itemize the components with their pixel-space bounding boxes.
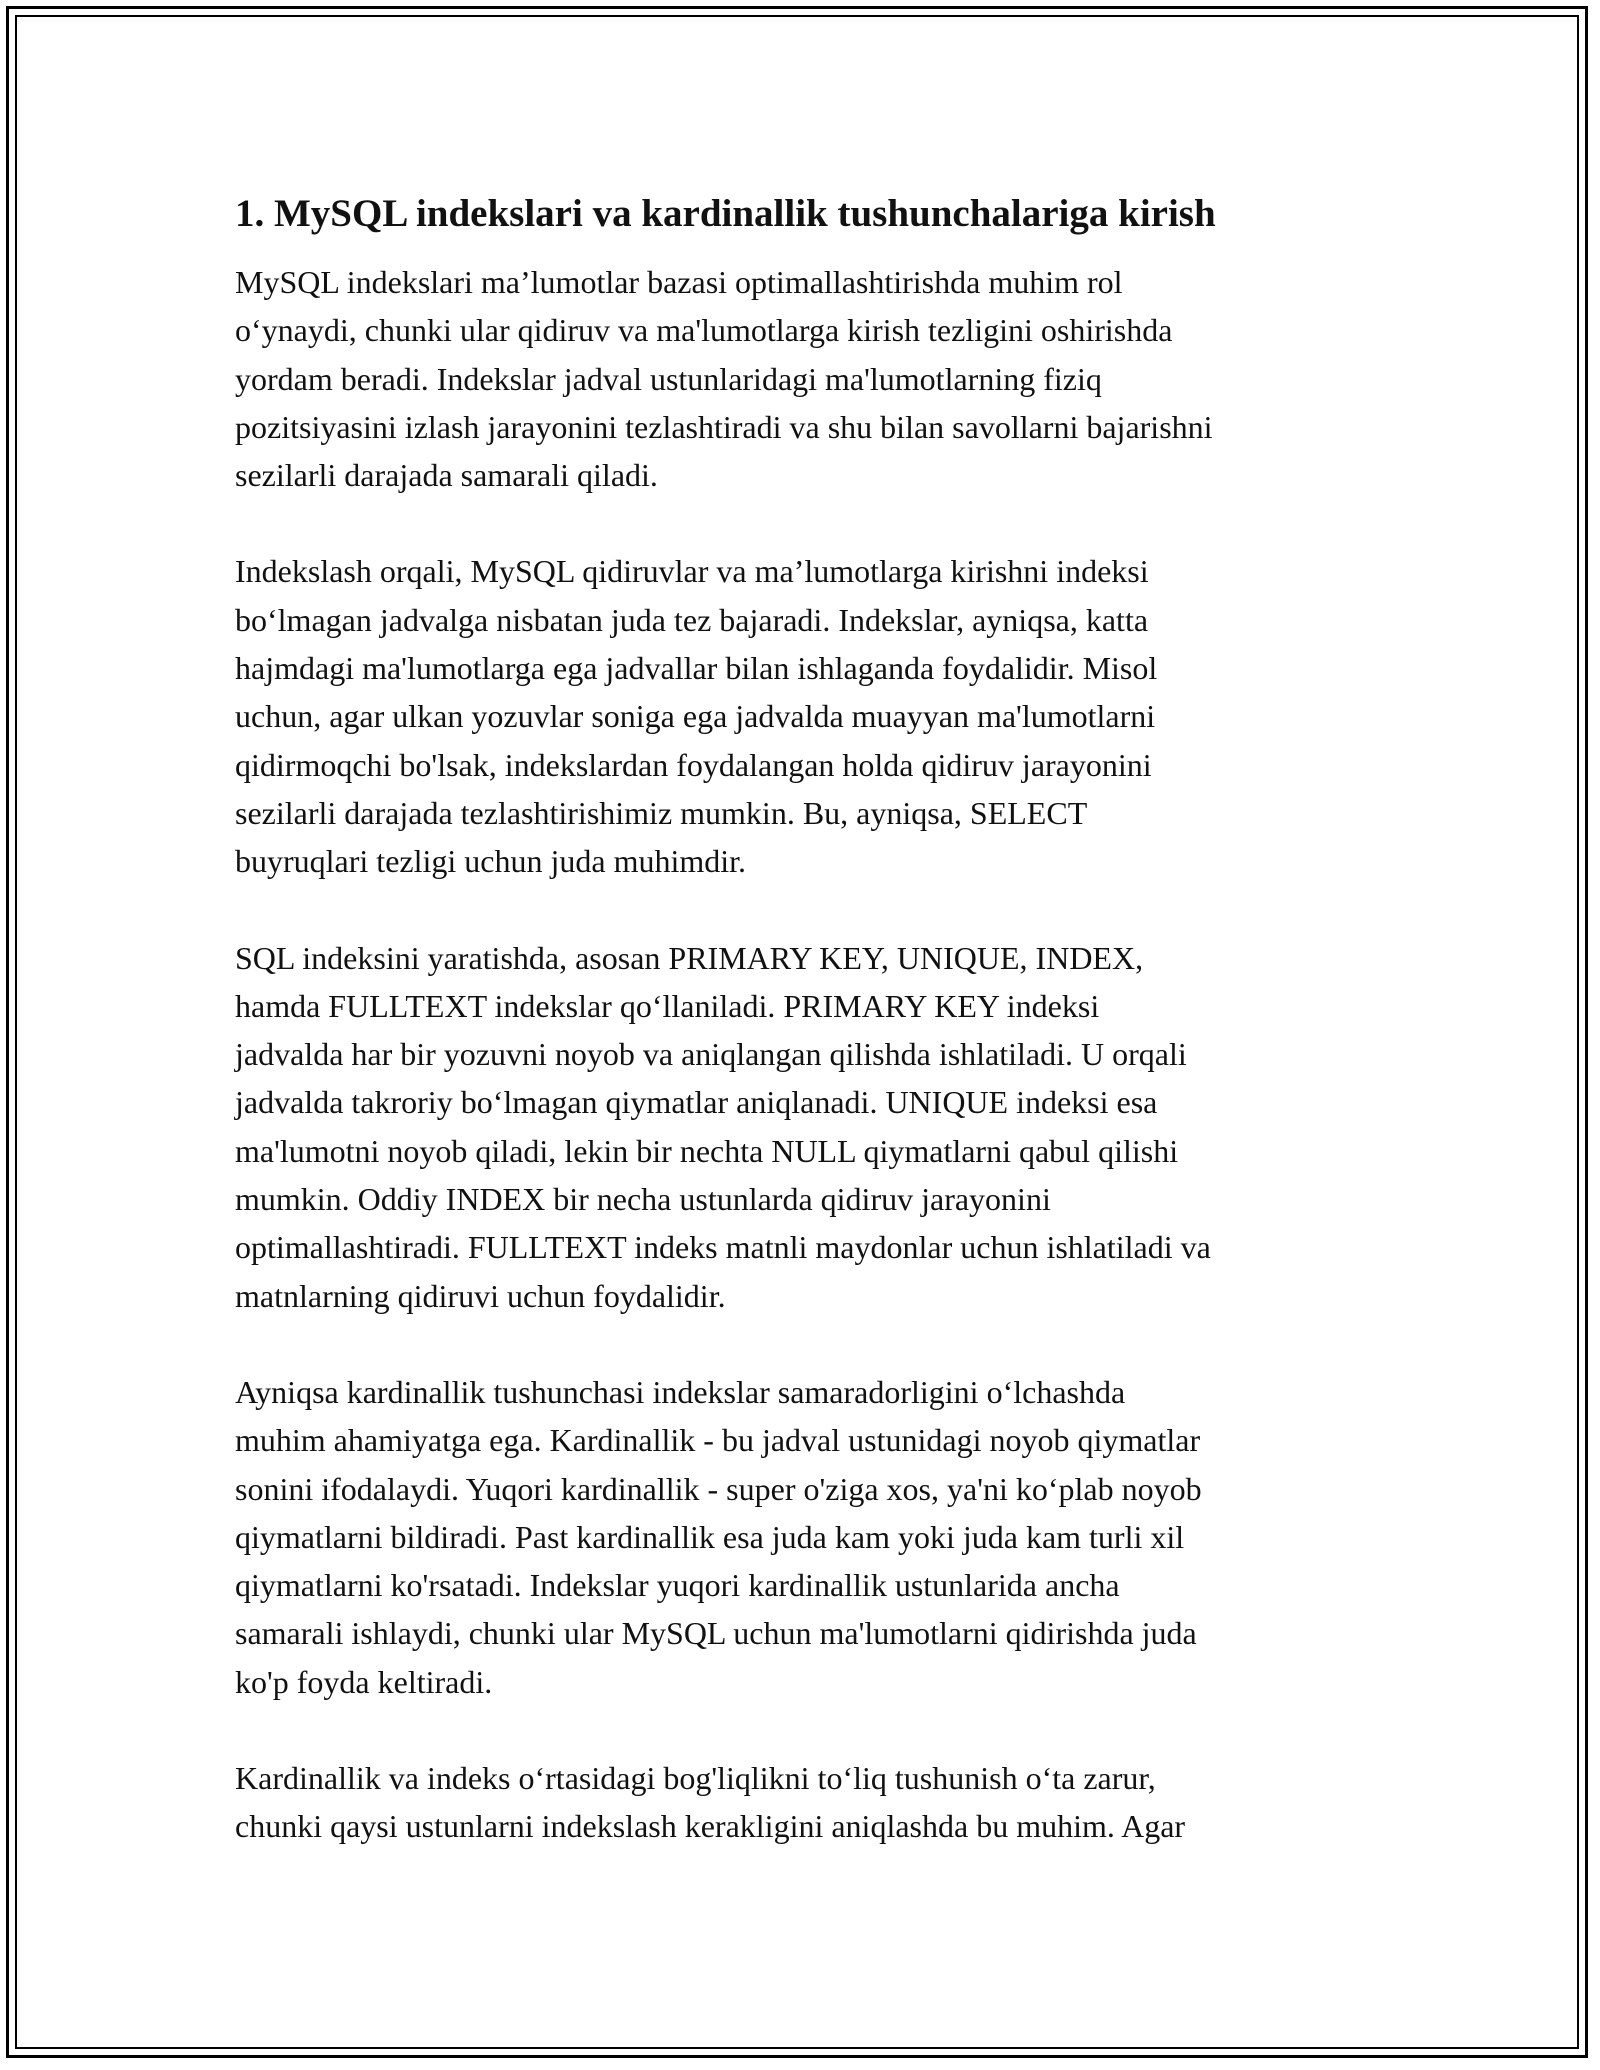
text-line: chunki qaysi ustunlarni indekslash kerakligini aniqlashda bu muhim. Agar: [235, 1808, 1186, 1845]
text-line: Indekslash orqali, MySQL qidiruvlar va ma’lumotlarga kirishni indeksi: [235, 553, 1149, 590]
text-line: yordam beradi. Indekslar jadval ustunlaridagi ma'lumotlarning fiziq: [235, 360, 1102, 397]
paragraph-3: [235, 934, 1375, 1320]
text-line: muhim ahamiyatga ega. Kardinallik - bu jadval ustunidagi noyob qiymatlar: [235, 1422, 1201, 1459]
text-line: Ayniqsa kardinallik tushunchasi indekslar samaradorligini o‘lchashda: [235, 1373, 1126, 1410]
text-line: SQL indeksini yaratishda, asosan PRIMARY KEY, UNIQUE, INDEX,: [235, 939, 1144, 976]
text-line: ko'p foyda keltiradi.: [235, 1663, 493, 1700]
text-line: sezilarli darajada tezlashtirishimiz mumkin. Bu, ayniqsa, SELECT: [235, 794, 1088, 831]
text-line: samarali ishlaydi, chunki ular MySQL uchun ma'lumotlarni qidirishda juda: [235, 1615, 1197, 1652]
text-line: qidirmoqchi bo'lsak, indekslardan foydalangan holda qidiruv jarayonini: [235, 746, 1152, 783]
paragraph-1: [235, 258, 1375, 499]
text-line: ma'lumotni noyob qiladi, lekin bir nechta NULL qiymatlarni qabul qilishi: [235, 1132, 1179, 1169]
section-heading: 1. MySQL indekslari va kardinallik tushunchalariga kirish: [235, 192, 1216, 235]
text-line: sezilarli darajada samarali qiladi.: [235, 457, 658, 494]
text-line: matnlarning qidiruvi uchun foydalidir.: [235, 1277, 726, 1314]
text-line: jadvalda har bir yozuvni noyob va aniqlangan qilishda ishlatiladi. U orqali: [235, 1036, 1187, 1073]
text-line: hamda FULLTEXT indekslar qo‘llaniladi. PRIMARY KEY indeksi: [235, 987, 1100, 1024]
paragraph-5: [235, 1754, 1375, 1851]
text-line: o‘ynaydi, chunki ular qidiruv va ma'lumotlarga kirish tezligini oshirishda: [235, 312, 1173, 349]
text-line: uchun, agar ulkan yozuvlar soniga ega jadvalda muayyan ma'lumotlarni: [235, 698, 1156, 735]
text-line: optimallashtiradi. FULLTEXT indeks matnli maydonlar uchun ishlatiladi va: [235, 1229, 1211, 1266]
text-line: hajmdagi ma'lumotlarga ega jadvallar bilan ishlaganda foydalidir. Misol: [235, 650, 1158, 687]
text-line: sonini ifodalaydi. Yuqori kardinallik - super o'ziga xos, ya'ni ko‘plab noyob: [235, 1470, 1202, 1507]
paragraph-4: [235, 1368, 1375, 1706]
text-line: bo‘lmagan jadvalga nisbatan juda tez bajaradi. Indekslar, ayniqsa, katta: [235, 601, 1149, 638]
paragraph-2: [235, 547, 1375, 885]
text-line: qiymatlarni bildiradi. Past kardinallik esa juda kam yoki juda kam turli xil: [235, 1518, 1185, 1555]
document-body: [235, 188, 1375, 1899]
text-line: buyruqlari tezligi uchun juda muhimdir.: [235, 843, 747, 880]
text-line: pozitsiyasini izlash jarayonini tezlashtiradi va shu bilan savollarni bajarishni: [235, 408, 1213, 445]
text-line: jadvalda takroriy bo‘lmagan qiymatlar aniqlanadi. UNIQUE indeksi esa: [235, 1084, 1158, 1121]
text-line: qiymatlarni ko'rsatadi. Indekslar yuqori kardinallik ustunlarida ancha: [235, 1567, 1120, 1604]
text-line: mumkin. Oddiy INDEX bir necha ustunlarda qidiruv jarayonini: [235, 1181, 1051, 1218]
text-line: Kardinallik va indeks o‘rtasidagi bog'liqlikni to‘liq tushunish o‘ta zarur,: [235, 1760, 1156, 1797]
text-line: MySQL indekslari ma’lumotlar bazasi optimallashtirishda muhim rol: [235, 264, 1123, 300]
